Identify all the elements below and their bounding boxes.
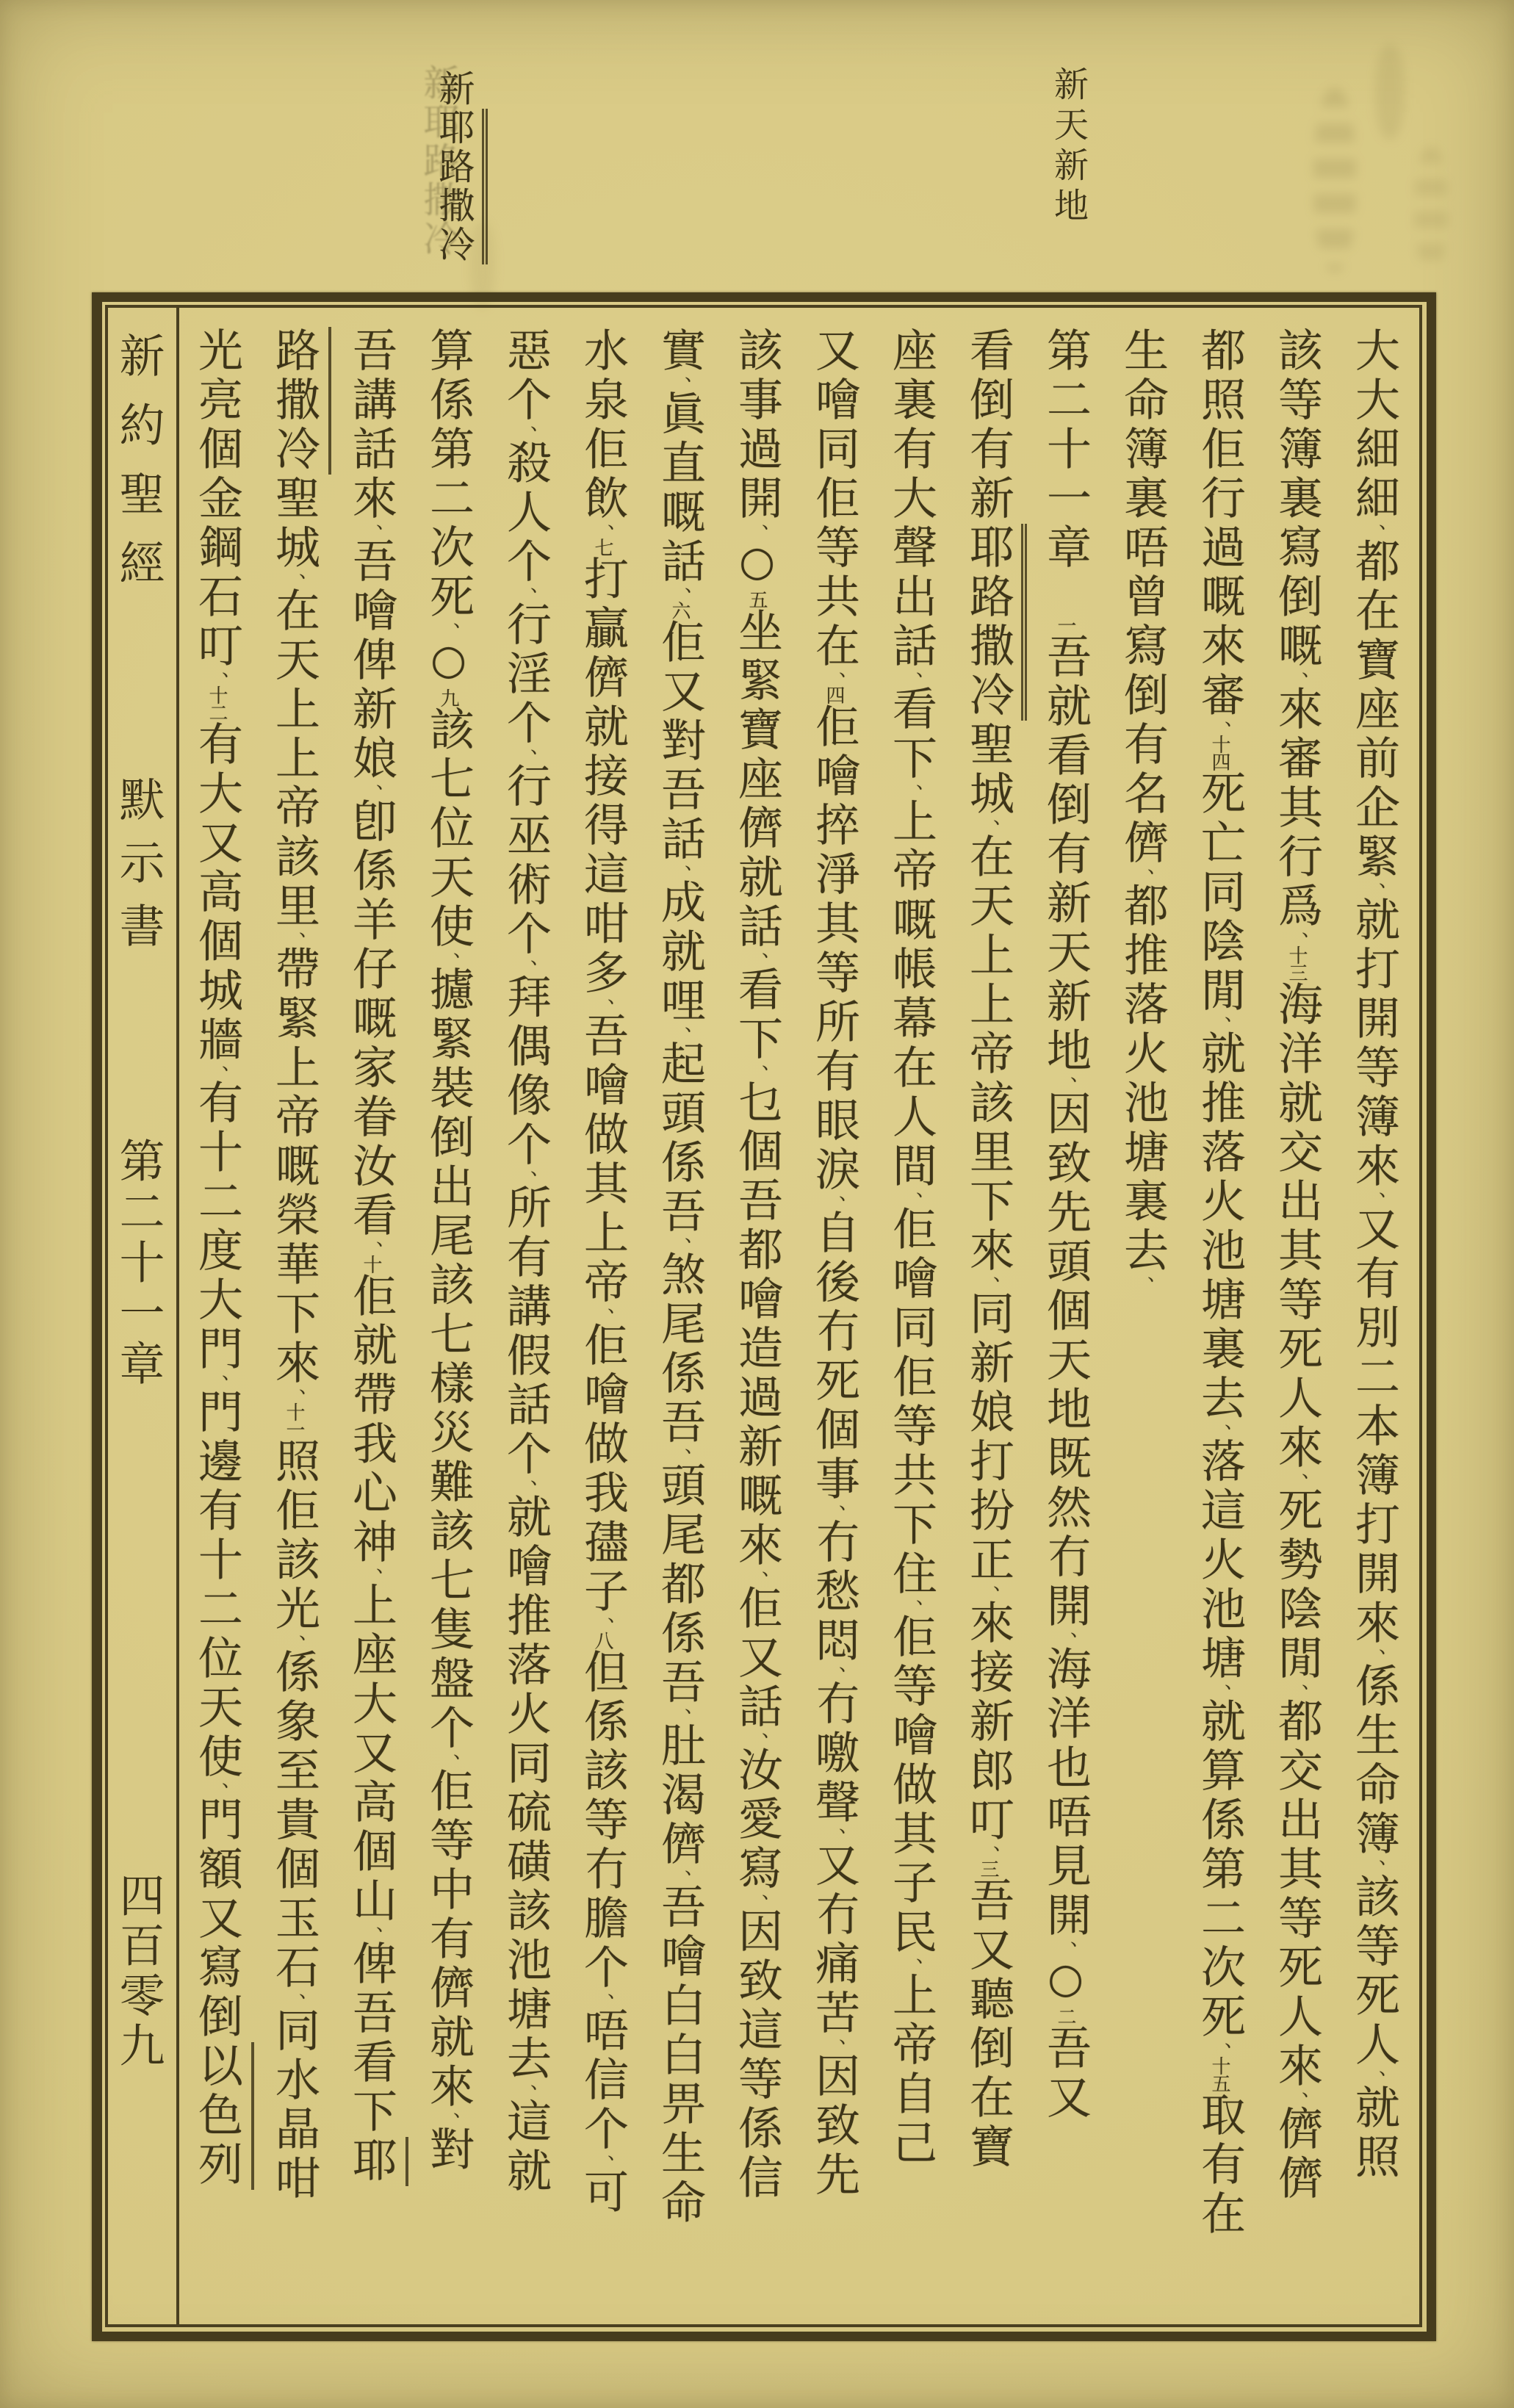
punctuation-mark: 、 <box>746 1732 768 1746</box>
punctuation-mark: 、 <box>360 1241 383 1255</box>
text-run: 大大細細 <box>1348 327 1400 524</box>
text-run: 因致先頭個天地既然冇開 <box>1039 1090 1092 1632</box>
punctuation-mark: 、 <box>1363 1859 1385 1873</box>
text-run: 看下 <box>731 966 783 1064</box>
text-run: 乜個吾都噲造過新嘅來 <box>731 1078 783 1571</box>
text-run: 聖城 <box>962 721 1014 819</box>
punctuation-mark: 、 <box>1286 2091 1308 2105</box>
punctuation-mark: 、 <box>360 1568 383 1582</box>
punctuation-mark: 、 <box>591 1308 614 1322</box>
verse-number: 十 <box>360 1255 382 1272</box>
text-run: 自後冇死個事 <box>808 1209 860 1504</box>
text-run: 拜偶像个 <box>500 973 552 1170</box>
text-run: 殺人个 <box>500 439 552 587</box>
text-run: 就照 <box>1348 2084 1400 2182</box>
text-column <box>1106 327 1179 2310</box>
punctuation-mark: 、 <box>591 524 614 538</box>
text-run: 來審其行爲 <box>1271 685 1323 931</box>
punctuation-mark: 、 <box>668 587 691 601</box>
punctuation-mark: 、 <box>437 1753 460 1767</box>
text-column <box>1337 327 1410 2310</box>
text-run: 惡个 <box>500 327 552 425</box>
text-run: 就推落火池塘裏去 <box>1194 1030 1246 1424</box>
punctuation-mark: 、 <box>591 1993 614 2007</box>
text-column <box>951 327 1025 2310</box>
text-run: 都照佢行過嘅來審 <box>1194 327 1246 721</box>
spacer <box>1064 573 1066 616</box>
running-title <box>428 70 480 264</box>
proper-noun: 以色列 <box>191 2042 254 2190</box>
text-run: 就打開等簿來 <box>1348 896 1400 1192</box>
punctuation-mark: 、 <box>514 749 537 763</box>
text-run: 都在寶座前企緊 <box>1348 538 1400 882</box>
punctuation-mark: 、 <box>900 1599 923 1613</box>
text-column <box>720 327 793 2310</box>
text-run: 吾噲白白畀生命 <box>654 1883 706 2228</box>
text-run: 佢又話 <box>731 1585 783 1732</box>
proper-noun: 耶路撒冷 <box>962 524 1027 721</box>
text-run: 又有別二本簿打開來 <box>1348 1205 1400 1648</box>
verse-number: 二 <box>1054 2007 1076 2025</box>
text-run: 看倒有新 <box>962 327 1014 524</box>
text-run: 又冇痛苦 <box>808 1842 860 2038</box>
punctuation-mark: 、 <box>1363 2070 1385 2084</box>
verse-number: 五 <box>746 590 768 608</box>
punctuation-mark: 、 <box>514 1170 537 1184</box>
text-column <box>257 327 331 2310</box>
text-column <box>489 327 562 2310</box>
punctuation-mark: 、 <box>668 1870 691 1883</box>
verse-number: 八 <box>591 1631 613 1648</box>
text-run: 因致這等係信 <box>731 1908 783 2203</box>
text-run: 汝愛寫 <box>731 1746 783 1894</box>
text-run: 有十二度大門 <box>191 1079 243 1374</box>
text-run: 同水晶咁 <box>268 2007 320 2204</box>
text-run: 該事過開 <box>731 327 783 524</box>
punctuation-mark: 、 <box>668 865 691 879</box>
punctuation-mark: 、 <box>1208 1016 1231 1030</box>
text-column <box>334 327 408 2310</box>
text-run: 吾就看倒有新天新地 <box>1039 633 1092 1076</box>
punctuation-mark: 、 <box>1131 1276 1154 1290</box>
punctuation-mark: 、 <box>360 1926 383 1940</box>
text-run: 照佢該光 <box>268 1438 320 1634</box>
text-run: 該等死人 <box>1348 1873 1400 2070</box>
text-run: 取有在 <box>1194 2091 1246 2239</box>
text-column <box>180 327 253 2310</box>
punctuation-mark: 、 <box>437 622 460 636</box>
text-column <box>643 327 716 2310</box>
punctuation-mark: 、 <box>823 1666 846 1680</box>
punctuation-mark: 、 <box>206 1782 228 1796</box>
text-run: 攄緊裝倒出尾該七樣災難該七隻盤个 <box>422 966 475 1753</box>
text-run: 門額又寫倒 <box>191 1796 243 2042</box>
text-run: 對 <box>422 2126 475 2175</box>
verse-number: 十三 <box>1286 945 1308 981</box>
text-run: 吾噲做其上帝 <box>577 1012 629 1308</box>
punctuation-mark: 、 <box>1286 931 1308 945</box>
text-run: 水泉佢飲 <box>577 327 629 524</box>
punctuation-mark: 、 <box>900 1192 923 1205</box>
text-column <box>1028 327 1102 2310</box>
text-run: 佢噲做我孻子 <box>577 1322 629 1617</box>
punctuation-mark: 、 <box>823 1828 846 1842</box>
punctuation-mark: 、 <box>591 998 614 1012</box>
text-run: 該等簿裏寫倒嘅 <box>1271 327 1323 671</box>
text-run: 有大又高個城牆 <box>191 721 243 1065</box>
text-run: 但係該等冇膽个 <box>577 1648 629 1993</box>
verse-number: 十一 <box>283 1402 305 1438</box>
page-header: 新天新地 <box>1048 66 1089 228</box>
punctuation-mark: 、 <box>1363 882 1385 896</box>
punctuation-mark: 、 <box>977 1585 1000 1599</box>
text-run: 光亮個金鋼石叮 <box>191 327 243 671</box>
text-run: 看下 <box>885 685 937 784</box>
punctuation-mark: 、 <box>206 1065 228 1079</box>
text-column <box>566 327 639 2310</box>
text-run: 吾講話來 <box>345 327 397 524</box>
text-run: 座裏有大聲出話 <box>885 327 937 671</box>
text-run: 上帝嘅帳幕在人間 <box>885 798 937 1192</box>
verse-number: 一 <box>1054 616 1076 633</box>
text-run: 帶緊上帝嘅榮華下來 <box>268 945 320 1388</box>
text-run: 這就 <box>500 2098 552 2196</box>
text-run: 就算係第二次死 <box>1194 1698 1246 2042</box>
text-run: 上帝自己 <box>885 1972 937 2169</box>
text-run: 因致先 <box>808 2052 860 2200</box>
text-run: 又噲同佢等共在 <box>808 327 860 671</box>
text-run: 行淫个 <box>500 601 552 749</box>
text-run: 來接新郎叮 <box>962 1599 1014 1845</box>
punctuation-mark: 、 <box>1363 1192 1385 1205</box>
bleed-through-smudge <box>1375 44 1405 140</box>
punctuation-mark: 、 <box>360 524 383 538</box>
text-run: 佢又對吾話 <box>654 619 706 865</box>
punctuation-mark: 、 <box>206 671 228 685</box>
punctuation-mark: 、 <box>1286 671 1308 685</box>
punctuation-mark: 、 <box>746 524 768 538</box>
punctuation-mark: 、 <box>437 952 460 966</box>
text-column <box>1260 327 1333 2310</box>
punctuation-mark: 、 <box>283 1634 306 1648</box>
punctuation-mark: 、 <box>1054 1941 1077 1955</box>
section-circle: ○ <box>425 636 472 688</box>
text-column <box>797 327 870 2310</box>
punctuation-mark: 、 <box>514 1479 537 1493</box>
text-run: 吾又聽倒在寶 <box>962 1877 1014 2172</box>
punctuation-mark: 、 <box>591 2155 614 2169</box>
punctuation-mark: 、 <box>668 1237 691 1251</box>
book-title: 新約聖經 <box>112 332 165 608</box>
punctuation-mark: 、 <box>591 1617 614 1631</box>
text-run: 打贏儕就接得這咁多 <box>577 555 629 998</box>
text-run: 肚渴儕 <box>654 1722 706 1870</box>
punctuation-mark: 、 <box>206 1374 228 1388</box>
text-run: 就噲推落火同硫磺該池塘去 <box>500 1493 552 2084</box>
punctuation-mark: 、 <box>746 952 768 966</box>
verse-number: 七 <box>591 538 613 555</box>
text-run: 佢等噲做其子民 <box>885 1613 937 1958</box>
text-run: 同新娘打扮正 <box>962 1290 1014 1585</box>
text-run: 俾吾看下 <box>345 1940 397 2137</box>
text-run: 係生命簿 <box>1348 1662 1400 1859</box>
punctuation-mark: 、 <box>900 1958 923 1972</box>
page-number: 四百零九 <box>112 1872 165 2072</box>
text-column <box>1183 327 1256 2310</box>
punctuation-mark: 、 <box>437 2112 460 2126</box>
punctuation-mark: 、 <box>283 931 306 945</box>
punctuation-mark: 、 <box>360 784 383 798</box>
punctuation-mark: 、 <box>1363 1648 1385 1662</box>
text-run: 坐緊寶座儕就話 <box>731 608 783 952</box>
punctuation-mark: 、 <box>746 1894 768 1908</box>
text-run: 佢就帶我心神 <box>345 1272 397 1568</box>
punctuation-mark: 、 <box>1208 2042 1231 2056</box>
punctuation-mark: 、 <box>1363 524 1385 538</box>
chapter-title: 第二十一章 <box>112 1137 165 1391</box>
text-run: 冇噭聲 <box>808 1680 860 1828</box>
punctuation-mark: 、 <box>1286 1473 1308 1487</box>
punctuation-mark: 、 <box>283 1388 306 1402</box>
text-run: 冇愁悶 <box>808 1518 860 1666</box>
text-run: 眞直嘅話 <box>654 390 706 587</box>
proper-noun: 路撒冷 <box>268 327 331 475</box>
proper-noun: 耶 <box>345 2137 408 2186</box>
text-run: 佢噲捽淨其等所有眼淚 <box>808 703 860 1195</box>
text-run: 吾噲俾新娘 <box>345 538 397 784</box>
punctuation-mark: 、 <box>823 1504 846 1518</box>
bleed-through-smudge <box>1313 88 1356 272</box>
punctuation-mark: 、 <box>1208 1684 1231 1698</box>
text-run: 在天上上帝該里下來 <box>962 833 1014 1276</box>
verse-number: 九 <box>437 688 459 706</box>
text-run: 算係第二次死 <box>422 327 475 622</box>
punctuation-mark: 、 <box>283 573 306 587</box>
punctuation-mark: 、 <box>746 1064 768 1078</box>
text-run: 生命簿裏唔曾寫倒有名儕 <box>1117 327 1169 868</box>
text-run: 該七位天使 <box>422 706 475 952</box>
punctuation-mark: 、 <box>823 671 846 685</box>
punctuation-mark: 、 <box>1131 868 1154 882</box>
text-run: 唔信个 <box>577 2007 629 2155</box>
text-run: 死勢陰閒 <box>1271 1487 1323 1684</box>
text-run: 海洋就交出其等死人來 <box>1271 981 1323 1473</box>
section-circle: ○ <box>1042 1955 1089 2007</box>
text-run: 死亡同陰閒 <box>1194 770 1246 1016</box>
punctuation-mark: 、 <box>823 2038 846 2052</box>
verse-number: 十二 <box>206 685 228 721</box>
text-column <box>411 327 485 2310</box>
punctuation-mark: 、 <box>668 1026 691 1040</box>
text-run: 實 <box>654 327 706 376</box>
punctuation-mark: 、 <box>514 425 537 439</box>
text-run: 所有講假話个 <box>500 1184 552 1479</box>
verse-number: 四 <box>823 685 845 703</box>
text-run: 吾又 <box>1039 2025 1092 2123</box>
text-run: 落這火池塘 <box>1194 1438 1246 1684</box>
punctuation-mark: 、 <box>900 784 923 798</box>
bleed-through-smudge <box>1414 147 1448 272</box>
punctuation-mark: 、 <box>1286 1684 1308 1698</box>
title-separator-rule <box>176 306 179 2326</box>
punctuation-mark: 、 <box>514 587 537 601</box>
text-run: 成就哩 <box>654 879 706 1026</box>
text-run: 煞尾係吾 <box>654 1251 706 1448</box>
punctuation-mark: 、 <box>977 1845 1000 1859</box>
punctuation-mark: 、 <box>514 2084 537 2098</box>
punctuation-mark: 、 <box>1208 721 1231 735</box>
punctuation-mark: 、 <box>668 376 691 390</box>
punctuation-mark: 、 <box>823 1195 846 1209</box>
punctuation-mark: 、 <box>283 1993 306 2007</box>
text-run: 頭尾都係吾 <box>654 1462 706 1708</box>
verse-number: 三 <box>977 1859 999 1877</box>
text-run: 聖城 <box>268 475 320 573</box>
punctuation-mark: 、 <box>1054 1632 1077 1645</box>
text-run: 行巫術个 <box>500 763 552 959</box>
text-run: 都推落火池塘裏去 <box>1117 882 1169 1276</box>
section-circle: ○ <box>733 538 781 590</box>
punctuation-mark: 、 <box>514 959 537 973</box>
punctuation-mark: 、 <box>977 1276 1000 1290</box>
section-title: 默示書 <box>112 776 165 965</box>
text-run: 係象至貴個玉石 <box>268 1648 320 1993</box>
punctuation-mark: 、 <box>977 819 1000 833</box>
punctuation-mark: 、 <box>1208 1424 1231 1438</box>
verse-number: 十四 <box>1208 735 1230 770</box>
running-title-prefix: 新 <box>433 70 475 109</box>
running-title-marked: 耶路撒冷 <box>433 109 488 264</box>
text-run: 海洋也唔見開 <box>1039 1645 1092 1941</box>
punctuation-mark: 、 <box>668 1448 691 1462</box>
text-run: 起頭係吾 <box>654 1040 706 1237</box>
text-run: 在天上上帝該里 <box>268 587 320 931</box>
text-run: 第二十一章 <box>1039 327 1092 573</box>
punctuation-mark: 、 <box>900 671 923 685</box>
punctuation-mark: 、 <box>1054 1076 1077 1090</box>
text-run: 卽係羊仔嘅家眷汝看 <box>345 798 397 1241</box>
text-run: 佢噲同佢等共下住 <box>885 1205 937 1599</box>
text-run: 可 <box>577 2169 629 2218</box>
text-run: 上座大又高個山 <box>345 1582 397 1926</box>
text-column <box>874 327 948 2310</box>
punctuation-mark: 、 <box>668 1708 691 1722</box>
verse-number: 六 <box>668 601 691 619</box>
text-run: 都交出其等死人來 <box>1271 1698 1323 2091</box>
verse-number: 十五 <box>1208 2056 1230 2091</box>
punctuation-mark: 、 <box>746 1571 768 1585</box>
text-run: 儕儕 <box>1271 2105 1323 2204</box>
text-run: 佢等中有儕就來 <box>422 1767 475 2112</box>
text-run: 門邊有十二位天使 <box>191 1388 243 1782</box>
